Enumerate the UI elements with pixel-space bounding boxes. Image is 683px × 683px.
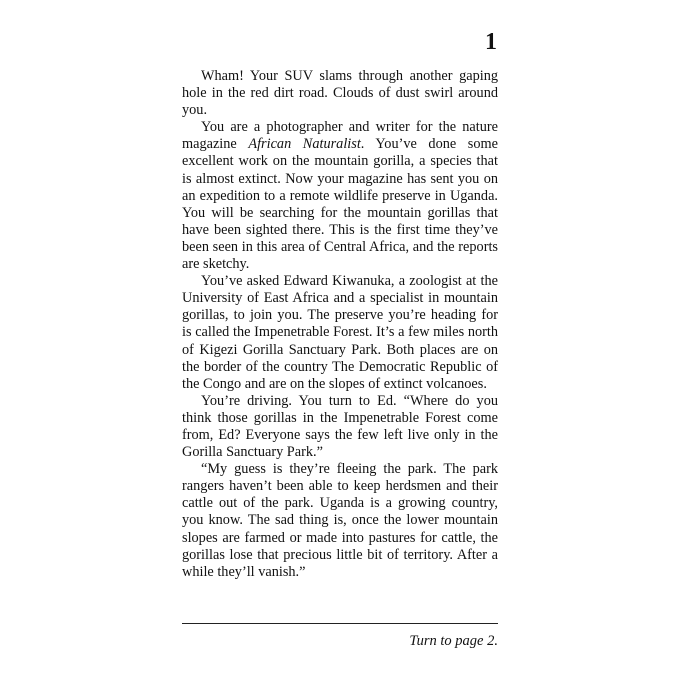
paragraph-text: You’re driving. You turn to Ed. “Where do you think those gorillas in the Impenetrable Forest come from, Ed? Everyone says the few left live only in the Gorilla Sanctuary Park.” — [182, 392, 498, 461]
footer-divider — [182, 623, 498, 624]
paragraph-text: You are a photographer and writer for the nature magazine — [182, 119, 498, 153]
paragraph-text: “My guess is they’re fleeing the park. The park rangers haven’t been able to keep herdsmen and their cattle out of the park. Uganda is a growing country, you know. The sad thing is, once the lower mountain slopes are farmed or made into pastures for cattle, the gorillas lose that precious little bit of territory. After a while they’ll vanish.” — [182, 461, 498, 580]
paragraph — [182, 119, 498, 273]
magazine-title: African Naturalist — [248, 136, 361, 153]
paragraph-text: . You’ve done some excellent work on the mountain gorilla, a species that is almost extinct. Now your magazine has sent you on an expedition to a remote wildlife preserve in Uganda. You will be searching for the mountain gorillas that have been sighted there. This is the first time they’ve been seen in this area of Central Africa, and the reports are sketchy. — [182, 136, 498, 273]
paragraph — [182, 461, 498, 581]
turn-to-page-instruction: Turn to page 2. — [409, 633, 498, 649]
page-number: 1 — [485, 29, 497, 55]
story-text — [182, 68, 498, 581]
paragraph-text: You’ve asked Edward Kiwanuka, a zoologist at the University of East Africa and a specialist in mountain gorillas, to join you. The preserve you’re heading for is called the Impenetrable Forest. It’s a few miles north of Kigezi Gorilla Sanctuary Park. Both places are on the border of the country The Democratic Republic of the Congo and are on the slopes of extinct volcanoes. — [182, 273, 498, 392]
paragraph — [182, 393, 498, 461]
paragraph-text: Wham! Your SUV slams through another gaping hole in the red dirt road. Clouds of dust swirl around you. — [182, 68, 498, 119]
paragraph — [182, 68, 498, 119]
paragraph — [182, 273, 498, 393]
